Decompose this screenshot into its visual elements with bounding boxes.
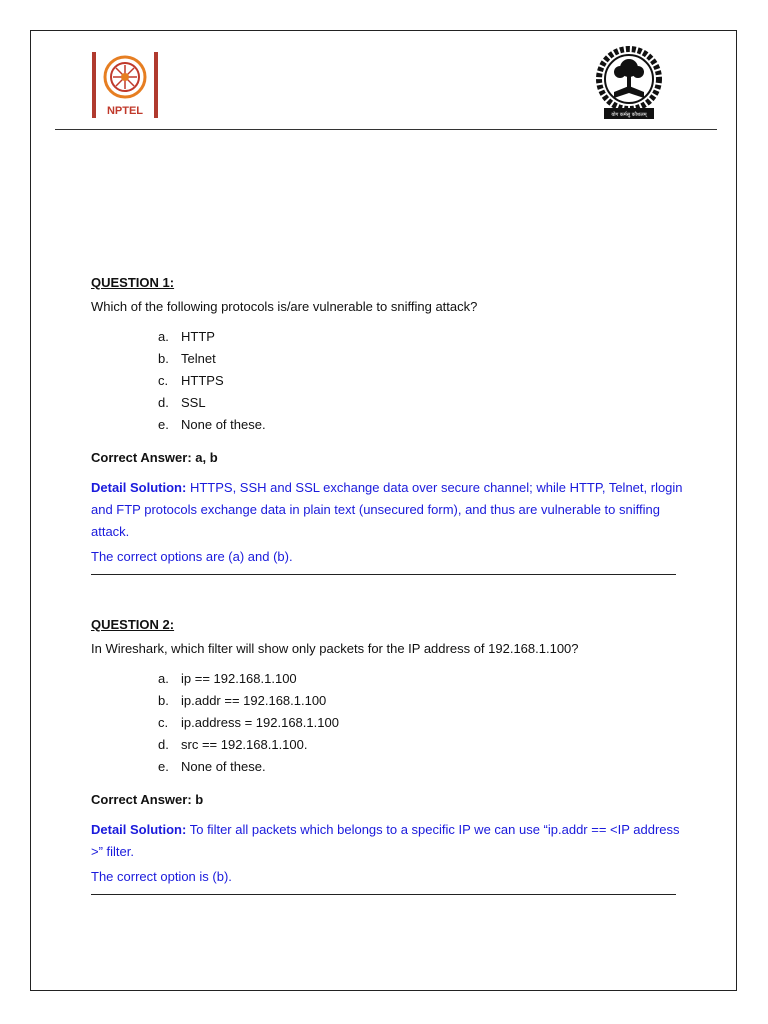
option-d — [158, 734, 691, 756]
question-text: In Wireshark, which filter will show only packets for the IP address of 192.168.1.100? — [91, 641, 579, 656]
option-a — [158, 668, 691, 690]
option-text: src == 192.168.1.100. — [181, 737, 308, 752]
option-text: Telnet — [181, 351, 216, 366]
option-letter: e. — [158, 759, 169, 774]
option-letter: c. — [158, 715, 169, 730]
option-b — [158, 690, 691, 712]
question-1 — [91, 275, 691, 575]
correct-options-text: The correct options are (a) and (b). — [91, 549, 293, 564]
solution-label: Detail Solution: — [91, 822, 187, 837]
option-text: ip.address = 192.168.1.100 — [181, 715, 339, 730]
correct-options-text: The correct option is (b). — [91, 869, 232, 884]
option-b — [158, 348, 691, 370]
option-letter: c. — [158, 373, 169, 388]
option-letter: a. — [158, 329, 169, 344]
svg-text:योग कर्मसु कौशलम्: योग कर्मसु कौशलम् — [611, 112, 647, 118]
option-d — [158, 392, 691, 414]
option-letter: d. — [158, 737, 169, 752]
options-list — [91, 668, 691, 778]
option-e — [158, 756, 691, 778]
header-divider — [55, 129, 717, 130]
option-letter: b. — [158, 693, 169, 708]
option-e — [158, 414, 691, 436]
solution-text: To filter all packets which belongs to a specific IP we can use “ip.addr == <IP address >” filter. — [91, 822, 680, 859]
option-text: SSL — [181, 395, 206, 410]
option-text: None of these. — [181, 417, 266, 432]
option-text: None of these. — [181, 759, 266, 774]
options-list — [91, 326, 691, 436]
question-separator — [91, 894, 676, 895]
correct-answer: Correct Answer: b — [91, 792, 204, 807]
option-letter: b. — [158, 351, 169, 366]
question-2 — [91, 617, 691, 895]
option-c — [158, 370, 691, 392]
option-letter: e. — [158, 417, 169, 432]
solution-text: HTTPS, SSH and SSL exchange data over secure channel; while HTTP, Telnet, rlogin and FTP protocols exchange data in plain text (unsecured form), and thus are vulnerable to sniffing attack. — [91, 480, 683, 539]
nptel-logo — [90, 50, 160, 120]
question-title: QUESTION 1: — [91, 275, 175, 290]
option-text: ip == 192.168.1.100 — [181, 671, 297, 686]
option-text: ip.addr == 192.168.1.100 — [181, 693, 327, 708]
option-letter: d. — [158, 395, 169, 410]
correct-answer: Correct Answer: a, b — [91, 450, 218, 465]
option-text: HTTPS — [181, 373, 224, 388]
option-c — [158, 712, 691, 734]
solution-label: Detail Solution: — [91, 480, 187, 495]
detail-solution — [91, 819, 691, 863]
question-separator — [91, 574, 676, 575]
detail-solution — [91, 477, 691, 543]
option-a — [158, 326, 691, 348]
option-text: HTTP — [181, 329, 215, 344]
question-title: QUESTION 2: — [91, 617, 175, 632]
institute-seal — [590, 42, 668, 122]
question-text: Which of the following protocols is/are vulnerable to sniffing attack? — [91, 299, 478, 314]
option-letter: a. — [158, 671, 169, 686]
svg-text:NPTEL: NPTEL — [106, 105, 144, 117]
